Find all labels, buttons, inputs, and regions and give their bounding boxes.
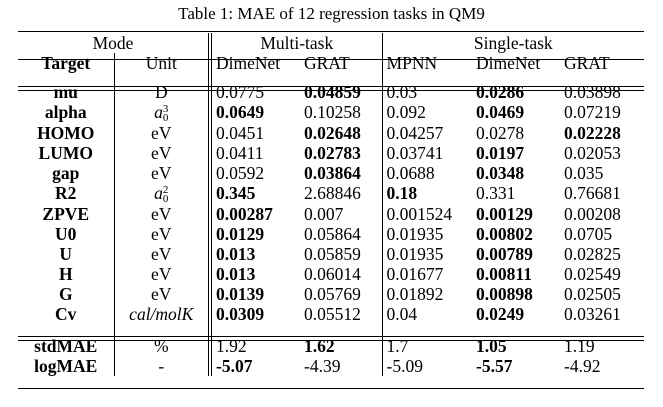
multi-task-header: Multi-task xyxy=(210,33,382,53)
table-row xyxy=(18,304,644,324)
value-cell: 0.0649 xyxy=(210,102,300,123)
value-cell: 0.0688 xyxy=(382,163,472,183)
table-row xyxy=(18,102,644,123)
value-cell: 0.00208 xyxy=(564,203,621,224)
value-cell: 0.03864 xyxy=(304,162,361,183)
target-cell: ZPVE xyxy=(18,204,114,224)
value-cell: 0.07219 xyxy=(564,102,621,123)
unit-cell: eV xyxy=(151,162,172,183)
mode-header: Mode xyxy=(92,33,134,53)
value-cell: -4.39 xyxy=(304,355,341,376)
value-cell: 0.0139 xyxy=(210,284,300,304)
value-cell: 0.00287 xyxy=(210,204,300,224)
value-cell: 0.00129 xyxy=(476,203,533,224)
value-cell: 0.007 xyxy=(304,203,344,224)
table-row xyxy=(18,284,644,304)
table-row xyxy=(18,244,644,264)
value-cell: 0.04257 xyxy=(382,123,472,143)
group-header-row xyxy=(18,33,644,53)
value-cell: 0.0411 xyxy=(210,143,300,163)
target-cell: U0 xyxy=(18,224,114,244)
target-cell: R2 xyxy=(18,183,114,204)
value-cell: 1.05 xyxy=(476,335,507,356)
value-cell: 1.19 xyxy=(564,335,595,356)
table-row xyxy=(18,82,644,102)
value-cell: 0.02783 xyxy=(304,142,361,163)
value-cell: 0.01677 xyxy=(382,264,472,284)
value-cell: 0.05864 xyxy=(304,223,361,244)
value-cell: 0.331 xyxy=(476,183,516,204)
value-cell: 0.001524 xyxy=(382,204,472,224)
unit-cell: a3 0 xyxy=(154,102,169,124)
target-cell: U xyxy=(18,244,114,264)
value-cell: 0.0278 xyxy=(476,122,525,143)
value-cell: 0.02053 xyxy=(564,142,621,163)
value-cell: -5.57 xyxy=(476,355,513,376)
value-cell: 0.0592 xyxy=(210,163,300,183)
single-task-header: Single-task xyxy=(382,33,644,53)
target-cell: G xyxy=(18,284,114,304)
table-row xyxy=(18,183,644,204)
value-cell: 2.68846 xyxy=(304,183,361,204)
unit-cell: - xyxy=(158,355,165,376)
target-cell: Cv xyxy=(18,304,114,324)
target-cell: LUMO xyxy=(18,143,114,163)
value-cell: 0.05512 xyxy=(304,303,361,324)
value-cell: 0.04859 xyxy=(304,82,361,102)
table-row xyxy=(18,123,644,143)
table-row xyxy=(18,204,644,224)
value-cell: 0.00802 xyxy=(476,223,533,244)
bottom-rule xyxy=(18,388,644,389)
value-cell: 0.01892 xyxy=(382,284,472,304)
target-header: Target xyxy=(18,53,114,73)
target-cell: H xyxy=(18,264,114,284)
value-cell: 0.00811 xyxy=(476,263,532,284)
summary-row xyxy=(18,336,644,356)
table-row xyxy=(18,163,644,183)
value-cell: 0.00789 xyxy=(476,243,533,264)
col-header-dimenet-single: DimeNet xyxy=(476,53,541,73)
col-header-mpnn-single: MPNN xyxy=(382,53,472,73)
value-cell: 0.02648 xyxy=(304,122,361,143)
value-cell: 0.10258 xyxy=(304,102,361,123)
value-cell: 0.03741 xyxy=(382,143,472,163)
value-cell: 0.04 xyxy=(382,304,472,324)
value-cell: 0.03 xyxy=(382,82,472,102)
value-cell: 0.03898 xyxy=(564,82,621,102)
column-header-row xyxy=(18,53,644,73)
value-cell: 0.0705 xyxy=(564,223,613,244)
value-cell: 0.0451 xyxy=(210,123,300,143)
target-cell: stdMAE xyxy=(18,336,114,356)
value-cell: 0.05769 xyxy=(304,283,361,304)
value-cell: 0.0348 xyxy=(476,162,525,183)
target-cell: gap xyxy=(18,163,114,183)
target-cell: logMAE xyxy=(18,356,114,376)
table-row xyxy=(18,224,644,244)
unit-cell: eV xyxy=(151,122,172,143)
value-cell: 0.0469 xyxy=(476,102,525,123)
value-cell: 0.76681 xyxy=(564,183,621,204)
top-rule xyxy=(18,31,644,32)
table-row xyxy=(18,264,644,284)
unit-cell: eV xyxy=(151,223,172,244)
value-cell: -5.07 xyxy=(210,356,300,376)
col-header-grat-multi: GRAT xyxy=(304,53,350,73)
value-cell: 0.03261 xyxy=(564,303,621,324)
value-cell: 0.01935 xyxy=(382,224,472,244)
value-cell: 0.092 xyxy=(382,102,472,123)
target-cell: alpha xyxy=(18,102,114,123)
value-cell: 0.02505 xyxy=(564,283,621,304)
unit-header: Unit xyxy=(145,53,177,73)
unit-cell: D xyxy=(154,82,168,102)
unit-cell: eV xyxy=(151,283,172,304)
value-cell: 1.62 xyxy=(304,335,335,356)
value-cell: -5.09 xyxy=(382,356,472,376)
value-cell: 0.0286 xyxy=(476,82,525,102)
value-cell: 0.05859 xyxy=(304,243,361,264)
value-cell: 0.02825 xyxy=(564,243,621,264)
unit-cell: eV xyxy=(151,203,172,224)
col-header-dimenet-multi: DimeNet xyxy=(210,53,300,73)
value-cell: 0.01935 xyxy=(382,244,472,264)
unit-cell: eV xyxy=(151,263,172,284)
value-cell: 0.18 xyxy=(382,183,472,204)
unit-cell: cal/molK xyxy=(129,303,194,324)
results-table xyxy=(18,33,644,376)
value-cell: 0.0197 xyxy=(476,142,525,163)
value-cell: 0.345 xyxy=(210,183,300,204)
unit-cell: % xyxy=(153,335,169,356)
unit-cell: eV xyxy=(151,243,172,264)
value-cell: 0.02549 xyxy=(564,263,621,284)
value-cell: 0.013 xyxy=(210,264,300,284)
value-cell: 0.0129 xyxy=(210,224,300,244)
value-cell: 0.035 xyxy=(564,162,604,183)
unit-cell: eV xyxy=(151,142,172,163)
value-cell: -4.92 xyxy=(564,355,601,376)
value-cell: 0.0775 xyxy=(210,82,300,102)
value-cell: 0.00898 xyxy=(476,283,533,304)
target-cell: mu xyxy=(18,82,114,102)
value-cell: 0.0249 xyxy=(476,303,525,324)
value-cell: 1.7 xyxy=(382,336,472,356)
value-cell: 1.92 xyxy=(210,336,300,356)
summary-row xyxy=(18,356,644,376)
value-cell: 0.013 xyxy=(210,244,300,264)
target-cell: HOMO xyxy=(18,123,114,143)
table-caption: Table 1: MAE of 12 regression tasks in QM9 xyxy=(178,4,485,23)
value-cell: 0.02228 xyxy=(564,122,621,143)
unit-cell: a2 0 xyxy=(154,182,169,205)
value-cell: 0.06014 xyxy=(304,263,361,284)
table-row xyxy=(18,143,644,163)
col-header-grat-single: GRAT xyxy=(564,53,610,73)
value-cell: 0.0309 xyxy=(210,304,300,324)
